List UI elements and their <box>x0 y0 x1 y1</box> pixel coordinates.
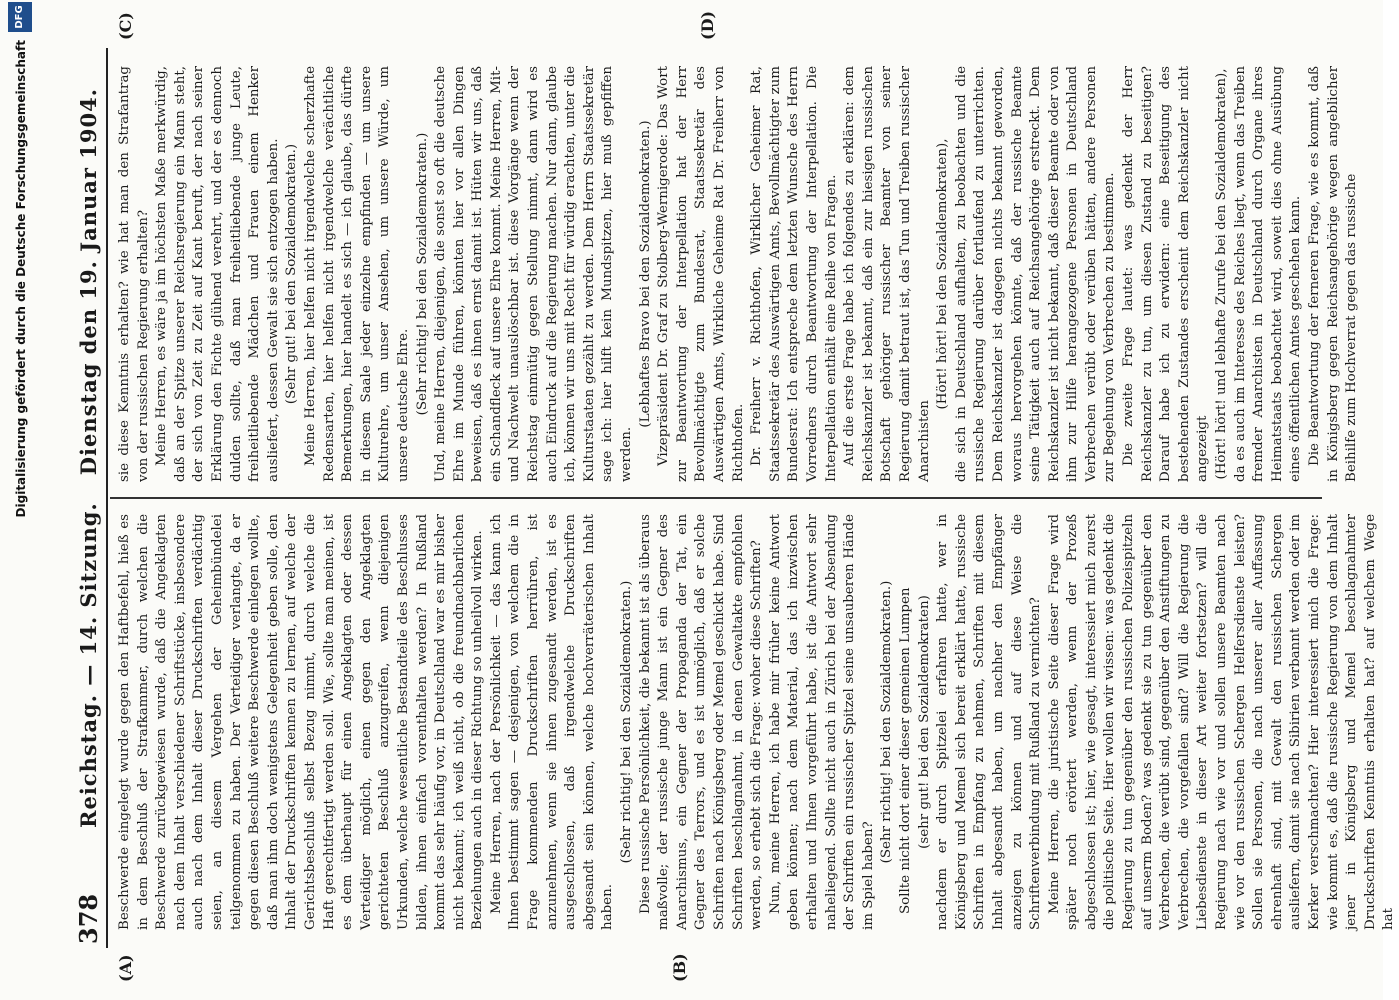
digitization-credit <box>0 0 44 1000</box>
text-paragraph: Nun, meine Herren, ich habe mir früher keine Antwort geben können; nach dem Material, das ich inzwischen erhalten und Ihnen vorgeführt habe, ist die Antwort sehr naheliegend. Sollte nicht auch in Zürich bei der Absendung der Schriften ein russischer Spitzel seine unsauberen Hände im Spiel haben? <box>767 514 876 930</box>
page-header <box>66 48 108 948</box>
text-paragraph: Meine Herren, nach der Persönlichkeit — das kann ich Ihnen bestimmt sagen — desjenigen, von welchem die in Frage kommenden Druckschriften herrühren, ist anzunehmen, wenn sie ihnen zugesandt werden, ist es ausgeschlossen, daß irgendwelche Druckschriften abgesandt sein können, welche hochverräterischen Inhalt haben. <box>488 514 616 930</box>
text-paragraph: Beschwerde eingelegt wurde gegen den Haftbefehl, hieß es in dem Beschluß der Strafkammer, durch welchen die Beschwerde zurückgewiesen wurde, daß die Angeklagten nach dem Inhalt verschiedener Schriftstücke, insbesondere auch nach dem Inhalt dieser Druckschriften verdächtig seien, an diesem Vergehen der Geheimbündelei teilgenommen zu haben. Der Verteidiger verlangte, da er gegen diesen Beschluß weitere Beschwerde einlegen wollte, daß man ihm doch wenigstens Gelegenheit geben solle, den Inhalt der Druckschriften kennen zu lernen, auf welche der Gerichtsbeschluß selbst Bezug nimmt, durch welche die Haft gerechtfertigt werden soll. Wie, sollte man meinen, ist es dem überhaupt für einen Angeklagten oder dessen Verteidiger möglich, einen gegen den Angeklagten gerichteten Beschluß anzugreifen, wenn diejenigen Urkunden, welche wesentliche Bestandteile des Beschlusses bilden, ihnen einfach vorenthalten werden? In Rußland kommt das sehr häufig vor, in Deutschland war es mir bisher nicht bekannt; ich weiß nicht, ob die freundnachbarlichen Beziehungen auch in dieser Richtung so unheilvoll wirken. <box>117 514 486 930</box>
text-paragraph: sie diese Kenntnis erhalten? wie hat man den Strafantrag von der russischen Regierung erhalten? <box>117 66 151 482</box>
text-paragraph: Und, meine Herren, diejenigen, die sonst so oft die deutsche Ehre im Munde führen, könnten hier vor allen Dingen beweisen, daß es ihnen ernst damit ist. Hüten wir uns, daß ein Schandfleck auf unsere Ehre kommt. Meine Herren, Mit- und Nachwelt unauslöschbar ist. diese Vorgänge wenn der Reichstag einmütig gegen Stellung nimmt, dann wird es auch Eindruck auf die Regierung machen. Nur dann, glaube ich, können wir uns mit Recht für würdig erachten, unter die Kulturstaaten gezählt zu werden. Dem Herrn Staatssekretär sage ich: hier hilft kein Mundspitzen, hier muß gepfiffen werden. <box>433 66 635 482</box>
dfg-logo: DFG <box>8 2 32 32</box>
column-divider <box>110 497 1322 499</box>
header-session-title: Reichstag. — 14. Sitzung. <box>76 502 101 828</box>
text-paragraph: Meine Herren, es wäre ja im höchsten Maße merkwürdig, daß an der Spitze unserer Reichsregierung ein Mann steht, der sich von Zeit zu Zeit auf Kant beruft, der nach seiner Erklärung den Fichte glühend verehrt, und der es dennoch dulden sollte, daß man freiheitliebende junge Leute, freiheitliebende Mädchen und Frauen einem Henker ausliefert, dessen Gewalt sie sich entzogen haben. <box>154 66 281 482</box>
text-paragraph: nachdem er durch Spitzelei erfahren hatte, wer in Königsberg und Memel sich bereit erklärt hatte, russische Schriften in Empfang zu nehmen, Schriften mit diesem Inhalt abgesandt haben, um nachher den Empfänger anzeigen zu können und auf diese Weise die Schriftenverbindung mit Rußland zu vernichten? <box>935 514 1044 930</box>
margin-marker-b: (B) <box>670 953 689 982</box>
margin-marker-c: (C) <box>116 12 135 40</box>
credit-text: Digitalisierung gefördert durch die Deutsche Forschungsgemeinschaft <box>14 40 28 518</box>
text-paragraph: Sollte nicht dort einer dieser gemeinen Lumpen <box>897 587 913 914</box>
margin-marker-d: (D) <box>698 10 717 40</box>
text-paragraph: Vizepräsident Dr. Graf zu Stolberg-Wernigerode: Das Wort zur Beantwortung der Interpellation hat der Herr Bevollmächtigte zum Bundesrat, Staatssekretär des Auswärtigen Amts, Wirkliche Geheime Rat Dr. Freiherr von Richthofen. <box>656 66 746 482</box>
text-paragraph: da es auch im Interesse des Reiches liegt, wenn das Treiben fremder Anarchisten in Deutschland durch Organe ihres Heimatstaats beobachtet wird, soweit dies ohne Ausübung eines öffentlichen Amtes geschehen kann. <box>1232 66 1304 482</box>
interjection-paragraph: (Sehr gut! bei den Sozialdemokraten.) <box>284 143 300 405</box>
text-paragraph: Meine Herren, hier helfen nicht irgendwelche scherzhafte Redensarten, hier helfen nicht irgendwelche verächtliche Bemerkungen, hier handelt es sich — ich glaube, das dürfte in diesem Saale jeder einzelne empfinden — um unsere Kulturehre, um unser Ansehen, um unsere Würde, um unsere deutsche Ehre. <box>302 66 411 482</box>
interjection-paragraph: (Hört! hört! und lebhafte Zurufe bei den Sozialdemokraten), <box>1214 68 1230 480</box>
interjection-paragraph: (Sehr richtig! bei den Sozialdemokraten.) <box>414 132 430 416</box>
page-number: 378 <box>74 893 103 944</box>
text-paragraph: Die zweite Frage lautet: was gedenkt der Herr Reichskanzler zu tun, um diesen Zustand zu beseitigen? Darauf habe ich zu erwidern: eine Beseitigung des bestehenden Zustandes erscheint dem Reichskanzler nicht angezeigt <box>1121 66 1211 482</box>
right-text-column <box>116 66 1360 482</box>
text-paragraph: Auf die erste Frage habe ich folgendes zu erklären: dem Reichskanzler ist bekannt, daß ein zur hiesigen russischen Botschaft gehöriger russischer Beamter von seiner Regierung damit betraut ist, das Tun und Treiben russischer Anarchisten <box>842 66 932 482</box>
header-date: Dienstag den 19. Januar 1904. <box>76 88 101 476</box>
text-paragraph: Diese russische Persönlichkeit, die bekannt ist als überaus maßvolle; der russische junge Mann ist ein Gegner des Anarchismus, ein Gegner der Propaganda der Tat, ein Gegner des Terrors, und es ist unmöglich, daß er solche Schriften nach Königsberg oder Memel geschickt habe. Sind Schriften beschlagnahmt, in denen Gewaltakte empfohlen werden, so erhebt sich die Frage: woher diese Schriften? <box>637 514 765 930</box>
text-paragraph: Dr. Freiherr v. Richthofen, Wirklicher Geheimer Rat, Staatssekretär des Auswärtigen Amts, Bevollmächtigter zum Bundesrat: Ich entspreche dem letzten Wunsche des Herrn Vorredners durch Beantwortung der Interpellation. Die Interpellation enthält eine Reihe von Fragen. <box>749 66 839 482</box>
interjection-paragraph: (Sehr richtig! bei den Sozialdemokraten.) <box>879 580 895 864</box>
left-text-column <box>116 514 1397 930</box>
text-paragraph: Die Beantwortung der ferneren Frage, wie es kommt, daß in Königsberg gegen Reichsangehörige wegen angeblicher Beihilfe zum Hochverrat gegen das russische <box>1307 66 1360 482</box>
interjection-paragraph: (Lebhaftes Bravo bei den Sozialdemokraten.) <box>637 120 653 428</box>
text-paragraph: Meine Herren, die juristische Seite dieser Frage wird später noch erörtert werden, wenn der Prozeß abgeschlossen ist; hier, wie gesagt, interessiert mich zuerst die politische Seite. Hier wollen wir wissen: was gedenkt die Regierung zu tun gegenüber den russischen Polizeispitzeln auf unserm Boden? was gedenkt sie zu tun gegenüber den Verbrechen, die verübt sind, gegenüber den Anstiftungen zu Verbrechen, die vorgefallen sind? Will die Regierung die Liebesdienste in dieser Art weiter fortsetzen? will die Regierung nach wie vor und sollen unsere Beamten nach wie vor den russischen Schergen Helfersdienste leisten? Sollen sie Personen, die nach unserer aller Auffassung ehrenhaft sind, mit Gewalt den russischen Schergen ausliefern, damit sie nach Sibirien verbannt werden oder im Kerker verschmachten? Hier interessiert mich die Frage: wie kommt es, daß die russische Regierung von dem Inhalt jener in Königsberg und Memel beschlagnahmter Druckschriften Kenntnis erhalten hat? auf welchem Wege hat <box>1046 514 1397 930</box>
document-page <box>58 10 1397 982</box>
interjection-paragraph: (sehr gut! bei den Sozialdemokraten) <box>916 595 932 849</box>
margin-marker-a: (A) <box>116 954 135 982</box>
text-paragraph: die sich in Deutschland aufhalten, zu beobachten und die russische Regierung darüber fortlaufend zu unterrichten. Dem Reichskanzler ist dagegen nichts bekannt geworden, woraus hervorgehen könnte, daß der russische Beamte seine Tätigkeit auch auf Reichsangehörige erstreckt. Dem Reichskanzler ist nicht bekannt, daß dieser Beamte oder von ihm zur Hilfe herangezogene Personen in Deutschland Verbrechen verübt oder verüben hätten, andere Personen zur Begehung von Verbrechen zu bestimmen. <box>953 66 1118 482</box>
interjection-paragraph: (Hört! hört! bei den Sozialdemokraten), <box>935 138 951 410</box>
interjection-paragraph: (Sehr richtig! bei den Sozialdemokraten.) <box>619 580 635 864</box>
